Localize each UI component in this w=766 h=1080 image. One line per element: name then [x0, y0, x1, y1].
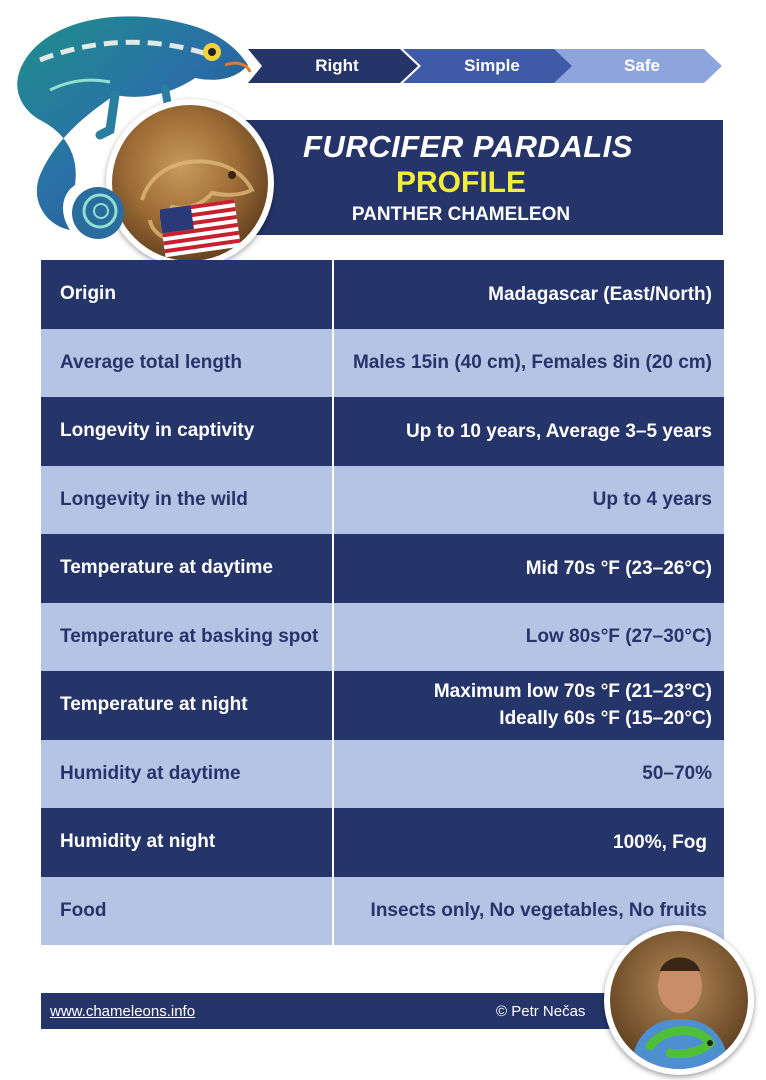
website-link[interactable]: www.chameleons.info [50, 1003, 196, 1020]
row-value-line: Males 15in (40 cm), Females 8in (20 cm) [352, 352, 712, 374]
table-row [41, 260, 724, 329]
row-value [334, 260, 724, 329]
row-label: Longevity in captivity [41, 397, 332, 466]
row-value-line: Mid 70s °F (23–26°C) [525, 557, 712, 579]
row-value-line: Low 80s°F (27–30°C) [525, 626, 712, 648]
table-row [41, 329, 724, 398]
row-value-line: Maximum low 70s °F (21–23°C) [433, 681, 712, 703]
row-value [334, 671, 724, 740]
chameleon-tail-icon [58, 175, 138, 255]
table-row [41, 603, 724, 672]
row-value [334, 329, 724, 398]
table-row [41, 466, 724, 535]
author-photo [604, 925, 754, 1075]
row-label: Average total length [41, 329, 332, 398]
row-value-line: Insects only, No vegetables, No fruits [370, 900, 707, 922]
row-label: Humidity at night [41, 808, 332, 877]
row-label: Origin [41, 260, 332, 329]
row-value [334, 466, 724, 535]
footer-bar [41, 993, 653, 1029]
row-value-line: Ideally 60s °F (15–20°C) [499, 708, 712, 730]
common-name: PANTHER CHAMELEON [351, 204, 571, 225]
row-label: Longevity in the wild [41, 466, 332, 535]
breadcrumb-simple [403, 49, 573, 83]
row-label: Temperature at daytime [41, 534, 332, 603]
profile-table [41, 260, 724, 945]
table-row [41, 808, 724, 877]
row-value [334, 534, 724, 603]
row-label: Temperature at night [41, 671, 332, 740]
species-title: FURCIFER PARDALIS [303, 129, 633, 164]
table-row [41, 671, 724, 740]
breadcrumb-safe [554, 49, 722, 83]
row-label: Food [41, 877, 332, 946]
table-row [41, 534, 724, 603]
person-with-chameleon-icon [610, 931, 748, 1069]
breadcrumb-right [248, 49, 418, 83]
breadcrumb-safe-label: Safe [624, 56, 660, 75]
row-value-line: Madagascar (East/North) [488, 283, 712, 305]
profile-title: PROFILE [395, 166, 526, 199]
row-value-line: Up to 4 years [592, 489, 712, 511]
title-box [199, 120, 723, 235]
row-value [334, 603, 724, 672]
author-photo-image [610, 931, 748, 1069]
table-row [41, 877, 724, 946]
breadcrumb-right-label: Right [315, 56, 359, 75]
row-value-line: Up to 10 years, Average 3–5 years [406, 420, 712, 442]
breadcrumb-simple-label: Simple [464, 56, 520, 75]
table-row [41, 397, 724, 466]
row-value [334, 397, 724, 466]
us-flag-icon [160, 198, 242, 260]
breadcrumb [248, 49, 722, 83]
row-label: Temperature at basking spot [41, 603, 332, 672]
row-value-line: 50–70% [642, 763, 712, 785]
row-value-line: 100%, Fog [613, 831, 707, 853]
row-value [334, 740, 724, 809]
row-label: Humidity at daytime [41, 740, 332, 809]
row-value [334, 808, 724, 877]
table-row [41, 740, 724, 809]
copyright-text: © Petr Nečas [496, 1003, 586, 1020]
